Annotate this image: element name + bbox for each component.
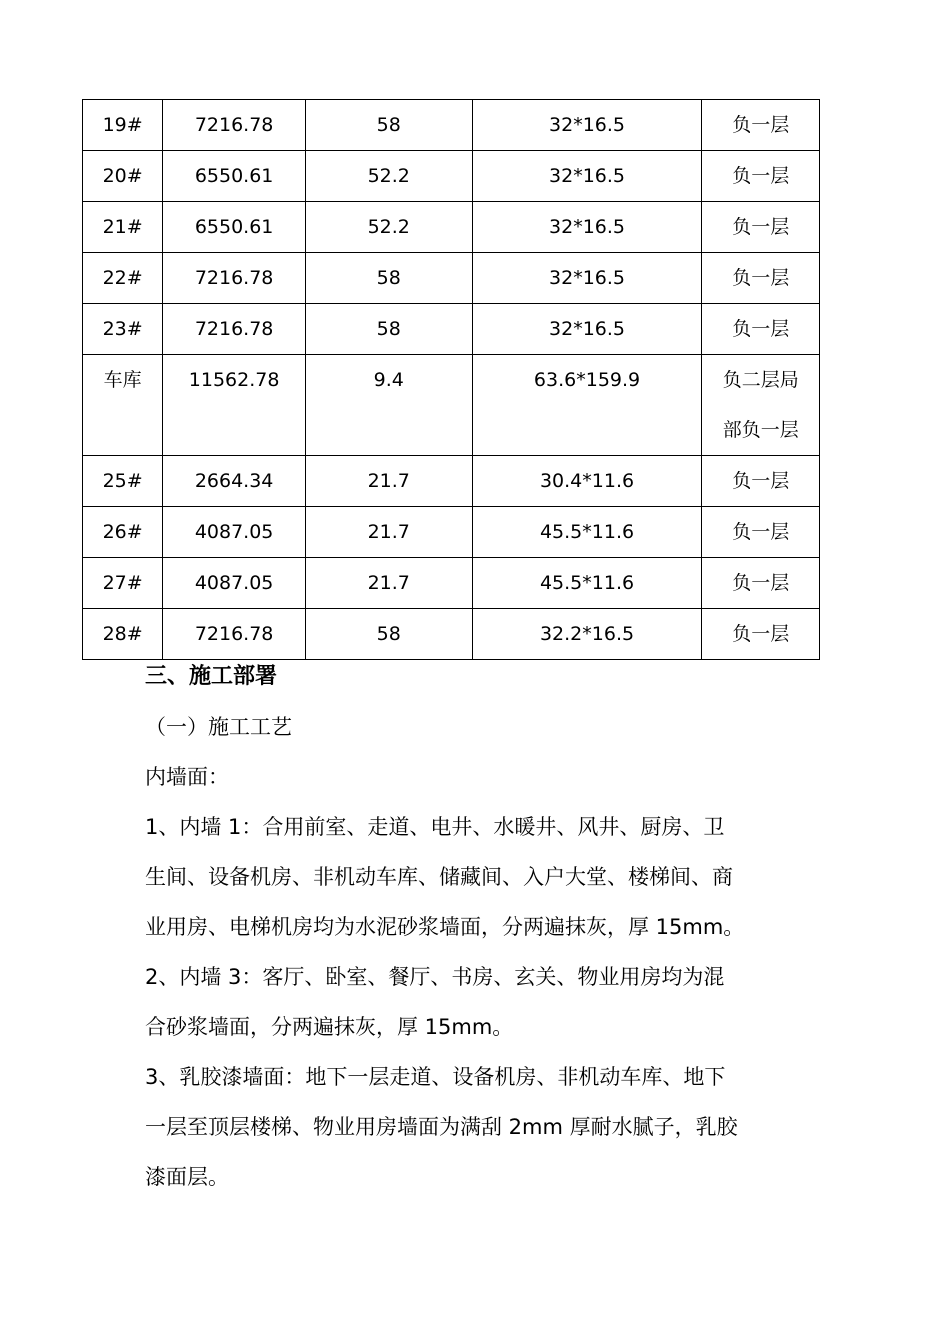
table-cell: 32.2*16.5 (472, 609, 702, 660)
table-cell: 32*16.5 (472, 253, 702, 304)
garage-height: 9.4 (373, 369, 404, 391)
table-cell: 负一层 (702, 558, 820, 609)
table-cell (305, 355, 472, 456)
table-cell: 32*16.5 (472, 202, 702, 253)
table-cell: 4087.05 (163, 507, 306, 558)
table-body (83, 100, 820, 660)
table-cell: 32*16.5 (472, 100, 702, 151)
table-cell: 22# (83, 253, 163, 304)
table-cell: 4087.05 (163, 558, 306, 609)
table-cell: 负一层 (702, 507, 820, 558)
table-cell: 30.4*11.6 (472, 456, 702, 507)
table-row (83, 253, 820, 304)
table-cell: 21.7 (305, 507, 472, 558)
table-cell: 21# (83, 202, 163, 253)
table-cell: 45.5*11.6 (472, 507, 702, 558)
table-cell: 28# (83, 609, 163, 660)
paragraph-3-line-1: 3、乳胶漆墙面：地下一层走道、设备机房、非机动车库、地下 (145, 1065, 726, 1089)
table-row (83, 100, 820, 151)
table-cell: 58 (305, 100, 472, 151)
table-cell: 45.5*11.6 (472, 558, 702, 609)
table-row (83, 456, 820, 507)
section-heading: 三、施工部署 (145, 664, 278, 689)
table-cell: 负一层 (702, 100, 820, 151)
table-row (83, 151, 820, 202)
table-cell: 负一层 (702, 304, 820, 355)
table-cell: 负一层 (702, 202, 820, 253)
table-cell: 7216.78 (163, 609, 306, 660)
paragraph-2-line-1: 2、内墙 3：客厅、卧室、餐厅、书房、玄关、物业用房均为混 (145, 965, 725, 989)
table-cell: 26# (83, 507, 163, 558)
table-cell: 20# (83, 151, 163, 202)
table-cell: 25# (83, 456, 163, 507)
table-row (83, 507, 820, 558)
paragraph-1-line-1: 1、内墙 1：合用前室、走道、电井、水暖井、风井、厨房、卫 (145, 815, 725, 839)
table-row (83, 558, 820, 609)
table-cell: 7216.78 (163, 100, 306, 151)
table-cell: 32*16.5 (472, 304, 702, 355)
table-cell: 负一层 (702, 253, 820, 304)
table-row (83, 304, 820, 355)
table-cell: 27# (83, 558, 163, 609)
garage-name: 车库 (103, 369, 142, 391)
table-cell: 52.2 (305, 202, 472, 253)
table-cell: 58 (305, 304, 472, 355)
garage-size: 63.6*159.9 (533, 369, 641, 391)
table-cell: 7216.78 (163, 253, 306, 304)
table-cell: 23# (83, 304, 163, 355)
table-cell: 32*16.5 (472, 151, 702, 202)
table-cell: 2664.34 (163, 456, 306, 507)
building-table (82, 99, 820, 660)
table-cell: 52.2 (305, 151, 472, 202)
table-cell: 21.7 (305, 456, 472, 507)
table-cell (702, 355, 820, 456)
table-cell: 6550.61 (163, 151, 306, 202)
paragraph-3-line-2: 一层至顶层楼梯、物业用房墙面为满刮 2mm 厚耐水腻子，乳胶 (145, 1115, 738, 1139)
table-cell (472, 355, 702, 456)
paragraph-2-line-2: 合砂浆墙面，分两遍抹灰，厚 15mm。 (145, 1015, 514, 1039)
garage-floor-line2: 部负一层 (722, 419, 799, 441)
table-cell: 7216.78 (163, 304, 306, 355)
table-row-garage (83, 355, 820, 456)
subheading: （一）施工工艺 (145, 715, 292, 739)
paragraph-1-line-3: 业用房、电梯机房均为水泥砂浆墙面，分两遍抹灰，厚 15mm。 (145, 915, 745, 939)
table-cell: 58 (305, 253, 472, 304)
table-cell (163, 355, 306, 456)
table-cell: 负一层 (702, 151, 820, 202)
garage-area: 11562.78 (188, 369, 280, 391)
table-cell: 负一层 (702, 609, 820, 660)
table-cell (83, 355, 163, 456)
table-cell: 21.7 (305, 558, 472, 609)
table-cell: 19# (83, 100, 163, 151)
table-cell: 58 (305, 609, 472, 660)
paragraph-3-line-3: 漆面层。 (145, 1165, 229, 1189)
paragraph-1-line-2: 生间、设备机房、非机动车库、储藏间、入户大堂、楼梯间、商 (145, 865, 733, 889)
garage-floor-line1: 负二层局 (722, 369, 799, 391)
table-row (83, 202, 820, 253)
table-cell: 负一层 (702, 456, 820, 507)
table-cell: 6550.61 (163, 202, 306, 253)
inner-wall-label: 内墙面： (145, 765, 229, 789)
